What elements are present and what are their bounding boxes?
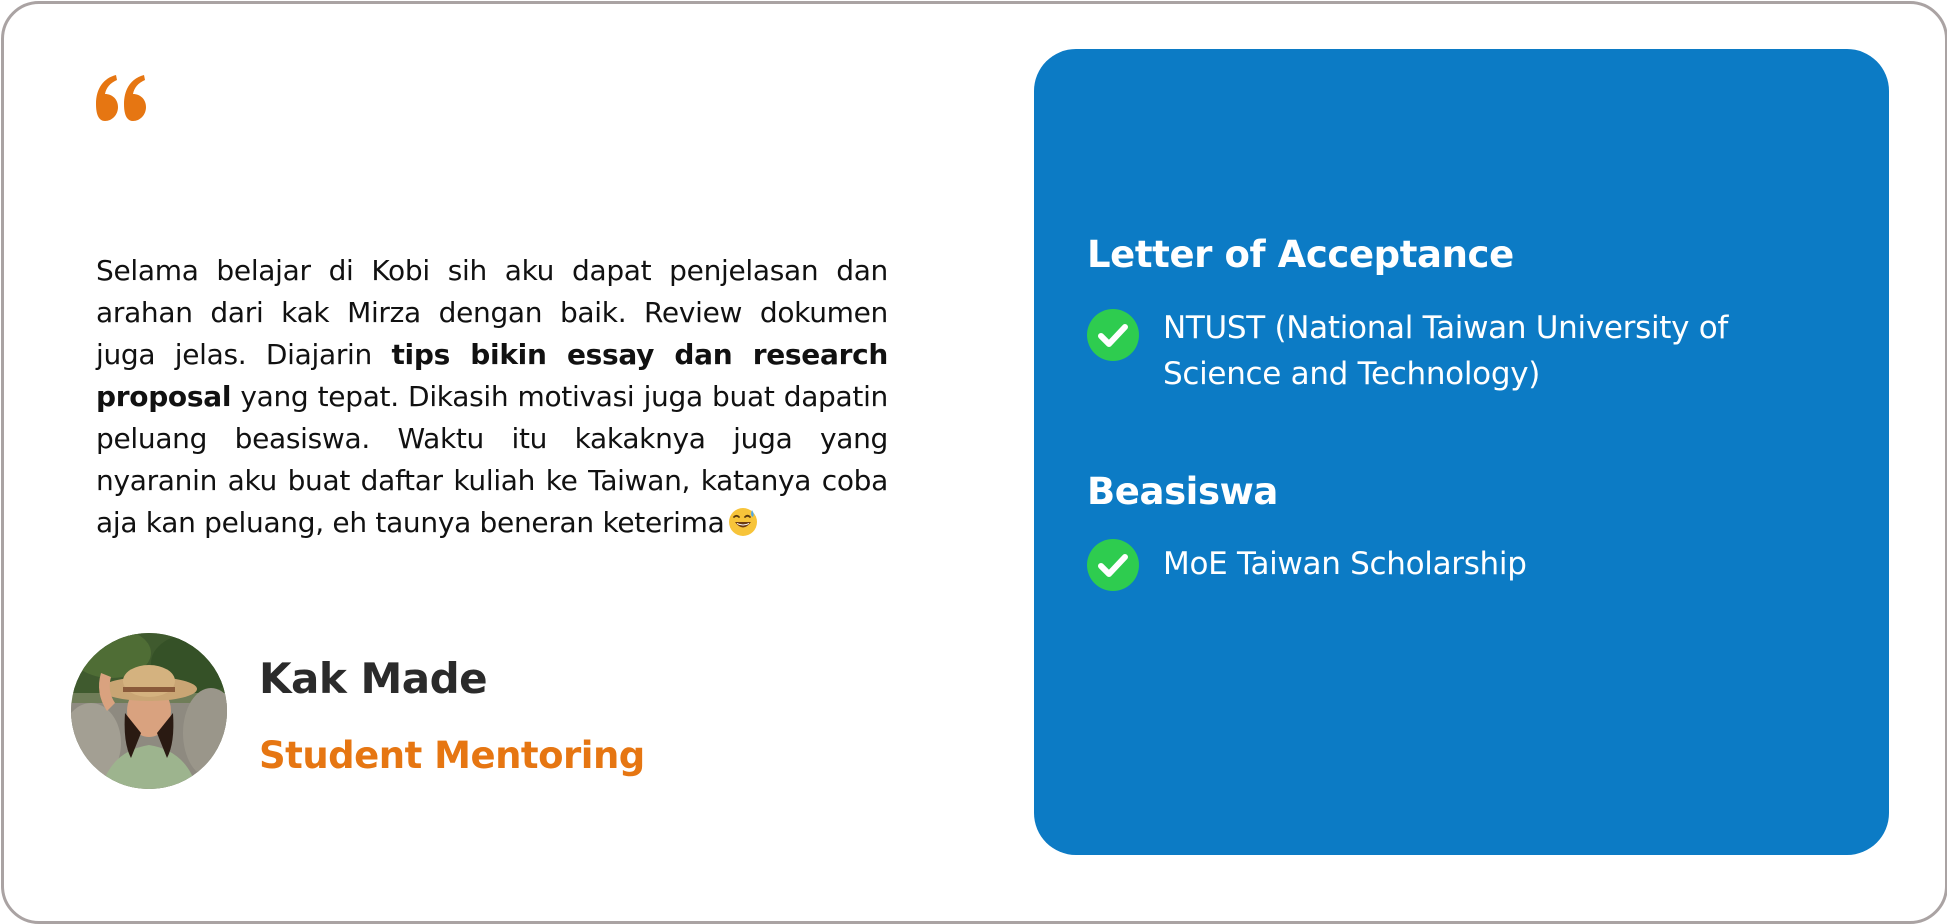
quote-icon [92, 74, 150, 122]
testimonial-text [96, 250, 888, 544]
loa-heading: Letter of Acceptance [1087, 233, 1514, 276]
check-circle-icon [1087, 309, 1139, 361]
achievements-panel [1034, 49, 1889, 855]
avatar [71, 633, 227, 789]
loa-item: NTUST (National Taiwan University of Science and Technology) [1163, 310, 1728, 392]
person-role: Student Mentoring [259, 734, 645, 777]
scholarship-heading: Beasiswa [1087, 470, 1278, 513]
testimonial-text-part1: Selama belajar di Kobi sih aku dapat penjelasan dan arahan dari kak Mirza dengan baik. Review dokumen juga jelas. Diajarin [96, 254, 888, 371]
check-circle-icon [1087, 539, 1139, 591]
person-name: Kak Made [259, 654, 488, 703]
testimonial-card [1, 1, 1947, 924]
testimonial-text-part2: yang tepat. Dikasih motivasi juga buat dapatin peluang beasiswa. Waktu itu kakaknya juga yang nyaranin aku buat daftar kuliah ke Taiwan, katanya coba aja kan peluang, eh taunya beneran keterima [96, 380, 888, 539]
scholarship-item: MoE Taiwan Scholarship [1163, 546, 1527, 582]
grinning-sweat-emoji-icon [728, 507, 758, 537]
testimonial-text-bold: tips bikin essay dan research proposal [96, 338, 889, 413]
